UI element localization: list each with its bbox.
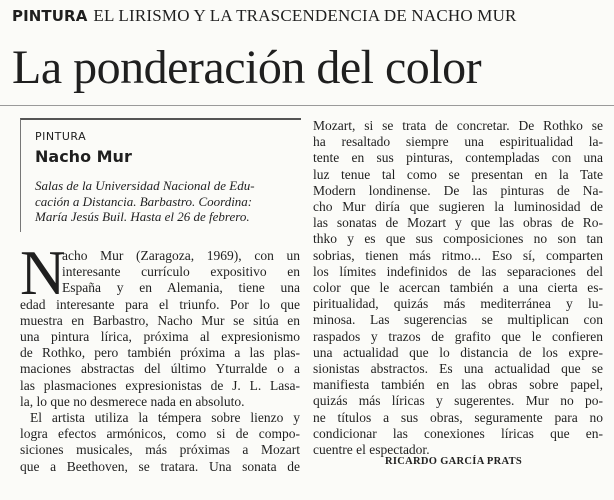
article-line: minosa. Las sugerencias se multiplican con: [313, 312, 603, 328]
details-line: María Jesús Buil. Hasta el 26 de febrero.: [35, 209, 250, 224]
drop-cap: N: [20, 238, 66, 308]
headline: La ponderación del color: [12, 41, 482, 94]
article-line: raspados y trazos de grafito que le confieren: [313, 328, 603, 344]
article-line: interesante currículo expositivo en: [62, 264, 300, 280]
article-line: El artista utiliza la témpera sobre lienzo y: [30, 410, 300, 426]
section-label: PINTURA: [12, 7, 88, 25]
article-line: Mozart, si se trata de concretar. De Rothko se: [313, 118, 603, 133]
article-line: cuentre el espectador.: [313, 442, 430, 458]
byline: RICARDO GARCÍA PRATS: [385, 456, 523, 467]
article-line: condicionar las conexiones líricas que en-: [313, 425, 603, 441]
article-line: acho Mur (Zaragoza, 1969), con un: [62, 248, 300, 263]
article-line: thko y es que sus composiciones no son tan: [313, 231, 603, 247]
article-line: ha resaltado siempre una espiritualidad la-: [313, 134, 603, 150]
article-line: logra efectos armónicos, como si de compo-: [20, 426, 300, 442]
article-line: que a Beethoven, se tratara. Una sonata de: [20, 458, 300, 474]
article-line: las sonatas de Mozart y que las obras de Ro-: [313, 215, 603, 231]
article-line: la, lo que no desmerece nada en absoluto.: [20, 393, 245, 409]
details-line: cación a Distancia. Barbastro. Coordina:: [35, 193, 253, 209]
article-line: luz tenue tal como se presentan en la Tate: [313, 166, 603, 182]
kicker-topic: EL LIRISMO Y LA TRASCENDENCIA DE NACHO MUR: [93, 6, 517, 25]
article-line: manifiesta también en las obras sobre papel,: [313, 377, 603, 393]
article-line: sionistas abstractos. Es una actualidad que se: [313, 361, 603, 377]
article-line: una actualidad que lo distancia de los expre-: [313, 344, 603, 360]
article-line: maciones abstractas del último Yturralde o a: [20, 361, 300, 377]
article-line: los límites indefinidos de las separaciones del: [313, 263, 603, 279]
article-line: edad interesante para el triunfo. Por lo que: [20, 296, 300, 312]
article-line: ne títulos a sus obras, seguramente para no: [313, 409, 603, 425]
article-line: de Rothko, pero también próxima a las plas-: [20, 345, 300, 361]
artist-name: Nacho Mur: [35, 147, 132, 166]
article-line: Modern londinense. De las pinturas de Na-: [313, 182, 603, 198]
article-line: muestra en Barbastro, Nacho Mur se sitúa en: [20, 312, 300, 328]
article-line: color que le acercan también a una cierta es-: [313, 280, 603, 296]
infobox-label: PINTURA: [35, 130, 87, 143]
kicker: [12, 6, 608, 26]
details-line: Salas de la Universidad Nacional de Edu-: [35, 178, 255, 193]
article-line: quizás más líricas y sugerentes. Mur no po-: [313, 393, 603, 409]
article-line: una pintura lírica, próxima al expresionismo: [20, 329, 300, 345]
article-line: piritualidad, quizás más mediterránea y lu-: [313, 296, 603, 312]
article-line: cho Mur diría que sugieren la luminosidad de: [313, 199, 603, 215]
article-line: sobrias, tienen más ritmo... Eso sí, comparten: [313, 247, 603, 263]
exhibition-details: [35, 178, 297, 225]
article-line: tente en sus pinturas, contempladas con una: [313, 150, 603, 166]
divider: [0, 105, 614, 106]
exhibition-infobox: [20, 118, 301, 232]
article-line: España y en Alemania, tiene una: [62, 280, 300, 296]
article-line: siciones musicales, más próximas a Mozart: [20, 442, 300, 458]
article-column-left: [20, 248, 300, 475]
article-column-right: [313, 118, 603, 458]
article-line: las plasmaciones expresionistas de J. L. Lasa-: [20, 377, 300, 393]
